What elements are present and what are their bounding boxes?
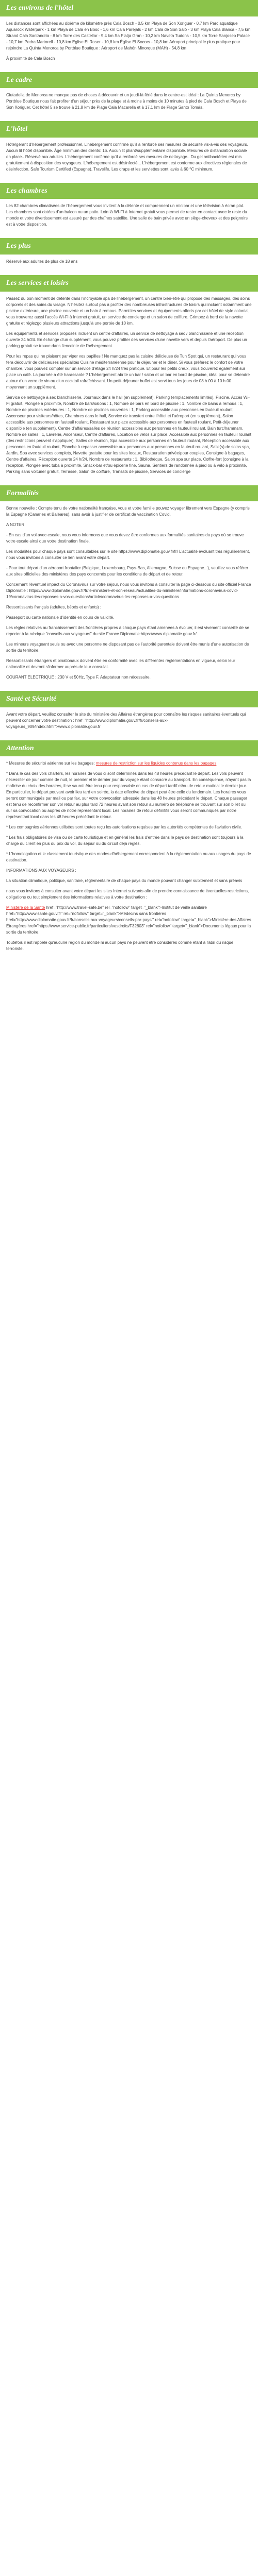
links-rest-text: href="http://www.travel-safe.be" rel="nofollow" target="_blank">Institut de veille sanitaire href="http://www.sante.gouv.fr" rel="nofollow" target="_blank">Médecins sans frontières href="http://www.diplomatie.gouv.fr/fr/conseils-aux-voyageurs/conseils-par-pays/" rel="nofollow" target="_blank">Ministère des Affaires Étrangères href="https://www.service-public.fr/particuliers/vosdroits/F32803" rel="nofollow" target="_blank">Documents légaux pour la sortie du territoire. — [6, 905, 251, 935]
section-cadre — [0, 72, 258, 122]
services-text-3: Pour les repas qui ne plaisent par viper vos papilles ! Ne manquez pas la cuisine délicieuse de Tun Spot qui, un restaurant qui vous fera découvrir de délicieuses spécialités Cuisine méditerranéenne pour le déjeuner et le dîner. Si vous préférez le confort de votre chambre, vous pouvez compter sur un service d'étage 24 h/24 très pratique. Et pour les petits creux, vous trouverez également sur place un café. La journée a été harassante ? L'hébergement abrite un bar / salon et un bar en bord de piscine, idéal pour se détendre autour d'un verre de vin ou d'un cocktail rafraîchissant. Un petit-déjeuner buffet est servi tous les jours de 08 h 00 à 10 h 00 moyennant un supplément. — [6, 353, 250, 389]
section-plus — [0, 238, 258, 275]
formalites-text-7: Ressortissants français (adultes, bébés et enfants) : — [6, 605, 102, 610]
liquids-restriction-link[interactable]: mesures de restriction sur les liquides contenus dans les bagages — [95, 761, 217, 766]
chambres-text: Les 82 chambres climatisées de l'hébergement vous invitent à la détente et comprennent un minibar et une télévision à écran plat. Les chambres sont dotées d'un balcon ou un patio. Loin là WI-FI à Internet gratuit vous permet de rester en contact avec le reste du monde et votre divertissement est assuré par des chaînes satellite. Une salle de bain privée avec un siège-cheveux et des peignoirs est à votre disposition. — [6, 204, 248, 227]
section-formalites — [0, 485, 258, 691]
attention-text-1 — [6, 760, 252, 767]
formalites-text-2: A NOTER — [6, 522, 25, 528]
services-text-2: Les équipements et services proposés incluent un centre d'affaires, un service de nettoyage à sec / blanchisserie et une réception ouverte 24 h/24. En échange d'un supplément, vous pouvez profiter des services d'une navette vers et depuis l'aéroport. De plus un parking gratuit se trouve dans l'enceinte de l'hébergement. — [6, 331, 247, 348]
formalites-text-4: Les modalités pour chaque pays sont consultables sur le site https://www.diplomatie.gouv.fr/fr/ L'actualité évoluant très régulièrement, nous vous invitons à consulter ce lien avant votre départ. — [6, 549, 250, 561]
cadre-text: Ciutadella de Menorca ne manque pas de choses à découvrir et un jeudi-là férié dans le centre-est idéal : La Quinta Menorca by Portblue Boutique nous fait profiter d'un séjour près de la plage et à moins à moins de 10 minutes à pied de Cala Bosch et Playa de Son Xoriguer. Cet hôtel 5 se trouve à 21,8 km de Plage Cala Macarella et à 17,1 km de Plage Santo Tomás. — [6, 93, 247, 110]
section-sante — [0, 691, 258, 740]
ministere-sante-link[interactable]: Ministère de la Santé — [6, 905, 45, 910]
formalites-text-10: Les mineurs voyageant seuls ou avec une personne ne disposant pas de l'autorité parentale doivent être munis d'une autorisation de sortie du territoire. — [6, 642, 249, 653]
section-title: Les environs de l'hôtel — [0, 0, 258, 16]
formalites-text-9: Les règles relatives au franchissement des frontières propres à chaque pays étant amenées à évoluer, il est vivement conseillé de se reporter à la rubrique "conseils aux voyageurs" du site France Diplomatie:https://www.diplomatie.gouv.fr/. — [6, 625, 249, 637]
plus-text: Réservé aux adultes de plus de 18 ans — [6, 259, 78, 264]
attention-text-7: La situation climatique, politique, sanitaire, réglementaire de chaque pays du monde pouvant changer subitement et sans préavis — [6, 878, 243, 884]
environs-near-text: À proximité de Cala Bosch — [6, 56, 55, 61]
hotel-text: Hôte/gérant d'hébergement professionnel, L'hébergement confirme qu'il a renforcé ses mesures de sécurité vis-à-vis des voyageurs. Aucun lit hôtel disponible. Âge minimum des clients: 16. Aucun lit pliant/supplémentaire disponible. Mesures de distanciation sociale en place.. Réservé aux adultes. L'hébergement confirme qu'il a renforcé ses mesures de nettoyage.. Du gel antibactérien est mis gratuitement à disposition des voyageurs. L'hébergement est désinfecté... L'hébergement est conforme aux directives régionales de désinfection. Safe Tourism Certified (Espagne), Travelife. Les draps et les serviettes sont lavés à 60 °C minimum. — [6, 142, 248, 172]
formalites-text-8: Passeport ou carte nationale d'identité en cours de validité. — [6, 615, 115, 620]
attention-text-4: * Les frais obligatoires de visa ou de carte touristique et en général les frais d'entrée dans le pays de destination sont toujours à la charge du client en plus du prix du vol, du séjour ou du circuit déjà réglés. — [6, 835, 244, 846]
hotel-info-page — [0, 0, 258, 962]
formalites-text-1: Bonne nouvelle : Compte tenu de votre nationalité française, vous et votre famille pouvez voyager librement vers Espagne (y compris la Espagne (Canaries et Baléares), sans avoir à justifier de certificat de vaccination Covid. — [6, 506, 250, 517]
section-title: Les plus — [0, 238, 258, 255]
section-title: Les services et loisirs — [0, 275, 258, 292]
services-text-1: Passez du bon moment de détente dans l'incroyable spa de l'hébergement, un centre bien-être qui propose des massages, des soins corporels et des soins du visage. N'hésitez surtout pas à profiter des nombreuses infrastructures de loisirs qui incluent notamment une piscine extérieure, une piscine couverte et un bain à remous. Parmi les services et équipements offerts par cet hôtel de style colonial, vous trouverez aussi l'accès Wi-Fi à Internet gratuit, un service de concierge et un salon de coiffure. Grimpez à bord de la navette gratuite et réglezgo plusieurs attractions jusqu'à une portée de 10 km. — [6, 296, 252, 326]
section-chambres — [0, 183, 258, 239]
attention-text-8: nous vous invitons à consulter avant votre départ les sites Internet suivants afin de prendre connaissance de éventuelles restrictions, obligations ou tout simplement des informations relatives à votre destination : — [6, 889, 249, 900]
attention-text-5: * L'homologation et le classement touristique des modes d'hébergement correspondent à la réglementation ou aux usages du pays de destination. — [6, 852, 251, 863]
attention-prefix: * Mesures de sécurité aérienne sur les bagages: — [6, 761, 95, 766]
formalites-text-11: Ressortissants étrangers et binationaux doivent être en conformité avec les différentes réglementations en vigueur, selon leur nationalité et devront s'informer auprès de leur consulat. — [6, 658, 235, 670]
formalites-text-3: - En cas d'un vol avec escale, nous vous informons que vous devez être conformes aux formalités sanitaires du pays où se trouve votre escale ainsi que votre destination finale. — [6, 533, 244, 544]
attention-text-9 — [6, 905, 252, 936]
environs-distances-text: Les distances sont affichées au dixième de kilomètre près Cala Bosch - 0,5 km Playa de Son Xoriguer - 0,7 km Parc aquatique Aquarock Waterpark - 1 km Playa de Cala en Bosc - 1,6 km Cala Parejals - 2 km Cala de Son Saló - 3 km Playa Cala Blanca - 7,5 km Strand Cala Santandria - 8 km Torre des Castellar - 9,4 km Sa Platja Gran - 10,2 km Naveta Tudons - 10,5 km Torre Sanjosep Palace - 10,7 km Pedra Martorell - 10,8 km Eglise El Roser - 10,8 km Église El Socors - 10,8 km Aéroport principal le plus pratique pour rejoindre La Quinta Menorca by Portblue Boutique : Aéroport de Mahón Minorque (MAH) - 54,8 km — [6, 21, 251, 50]
section-environs — [0, 0, 258, 72]
attention-text-10: Toutefois il est rappelé qu'aucune région du monde ni aucun pays ne peuvent être considérés comme étant à l'abri du risque terroriste. — [6, 940, 234, 952]
attention-text-2: * Dans le cas des vols charters, les horaires de vous ci sont déterminés dans les 48 heures précédant le départ. Les vols peuvent nécessiter de jour comme de nuit, le premier et le dernier jour du voyage étant consacré au transport. En conséquence, n'ayant pas la maîtrise du choix des horaires, il se sauroit être tenu pour responsable en cas de départ tardif et/ou de retour matinal le dernier jour. En particulier, le départ pouvant avoir lieu tard en soirée, la date effective de départ peut être celle du lendemain. Les horaires vous seront communiqués par mail ou par fax, sur votre convocation adressée dans les 48 heures précédant le départ. Chaque passager est tenu de reconfirmer son vol retour au plus tard 72 heures avant son retour au numéro de téléphone se trouvant sur son billet ou sur sa convocation ou auprès de notre représentant local. Les horaires de retour définitifs vous seront communiqués par notre représentant local dans les 48 heures précédant le retour. — [6, 771, 251, 820]
section-title: Attention — [0, 740, 258, 757]
sante-text: Avant votre départ, veuillez consulter le site du ministère des Affaires étrangères pour connaître les risques sanitaires éventuels qui peuvent concerner votre destination : href="http://www.diplomatie.gouv.fr/fr/conseils-aux-voyageurs_909/index.html">www.diplomatie.gouv.fr — [6, 711, 246, 729]
section-services — [0, 275, 258, 485]
section-attention — [0, 740, 258, 963]
attention-text-3: * Les compagnies aériennes utilisées sont toutes reçu les autorisations requises par les autorités compétentes de l'aviation civile. — [6, 825, 243, 830]
section-title: Formalités — [0, 485, 258, 502]
attention-text-6: INFORMATIONS AUX VOYAGEURS : — [6, 868, 76, 873]
section-title: Le cadre — [0, 72, 258, 89]
formalites-text-6: Concernant l'éventuel impact du Coronavirus sur votre séjour, nous vous invitons à consulter la page ci-dessous du site officiel France Diplomatie : https://www.diplomatie.gouv.fr/fr/le-ministere-et-son-reseau/actualites-du-ministere/informations-coronavirus-covid-19/coronavirus-les-reponses-a-vos-questions/article/coronavirus-les-reponses-a-vos-questions — [6, 582, 251, 600]
section-title: Santé et Sécurité — [0, 691, 258, 707]
formalites-text-5: - Pour tout départ d'un aéroport frontalier (Belgique, Luxembourg, Pays-Bas, Allemagne, Suisse ou Espagne...), veuillez vous référer aux sites officielles des ministères des pays concernés pour les conditions de départ et de retour. — [6, 566, 248, 577]
section-hotel — [0, 121, 258, 183]
section-title: L'hôtel — [0, 121, 258, 138]
services-text-4: Service de nettoyage à sec blanchisserie, Journaux dans le hall (en supplément), Parking (emplacements limités), Piscine, Accès Wi-Fi gratuit, Plongée à proximité, Nombre de bars/salons : 1, Nombre de bars en bord de piscine : 1, Nombre de bains à remous : 1, Nombre de piscines extérieures : 1, Nombre de piscines couvertes : 1, Parking accessible aux personnes en fauteuil roulant, Ascenseur pour visiteurs/hôtes, Chambres dans le hall, Service de transfert entre l'hôtel et l'aéroport (en supplément), Salon accessible aux personnes en fauteuil roulant, Restaurant sur place accessible aux personnes en fauteuil roulant, Petit-déjeuner disponible (en supplément), Centre d'affaires/salles de réunion accessibles aux personnes en fauteuil roulant, Bain turc/hammam, Nombre de salles : 1, Lavrerie, Ascenseur, Centre d'affaires, Location de vélos sur place, Accessible aux personnes en fauteuil roulant (des restrictions peuvent s'appliquer), Salles de réunion, Spa accessible aux personnes en fauteuil roulant, Réception accessible aux personnes en fauteuil roulant, Planche à repasser accessible aux personnes aux personnes en fauteuil roulant, Salle(s) de soins spa, Jardin, Spa avec services complets, Navette gratuite pour les sites locaux, Restauration privée/pour couples, Consigne à bagages, Centre d'affaires, Réception ouverte 24 h/24, Nombre de restaurants : 1, Bibliothèque, Salon spa sur place, Coffre-fort (consigne à la réception, Plongée avec tuba à proximité, Snack-bar et/ou épicerie fine, Sauna, Sentiers de randonnée à pied ou à vélo à proximité, Parking sans voiturier gratuit, Terrasse, Salon de coiffure, Transats de piscine, Services de concierge — [6, 395, 251, 474]
formalites-text-12: COURANT ELECTRIQUE : 230 V et 50Hz, Type F. Adaptateur non nécessaire. — [6, 675, 151, 680]
section-title: Les chambres — [0, 183, 258, 199]
